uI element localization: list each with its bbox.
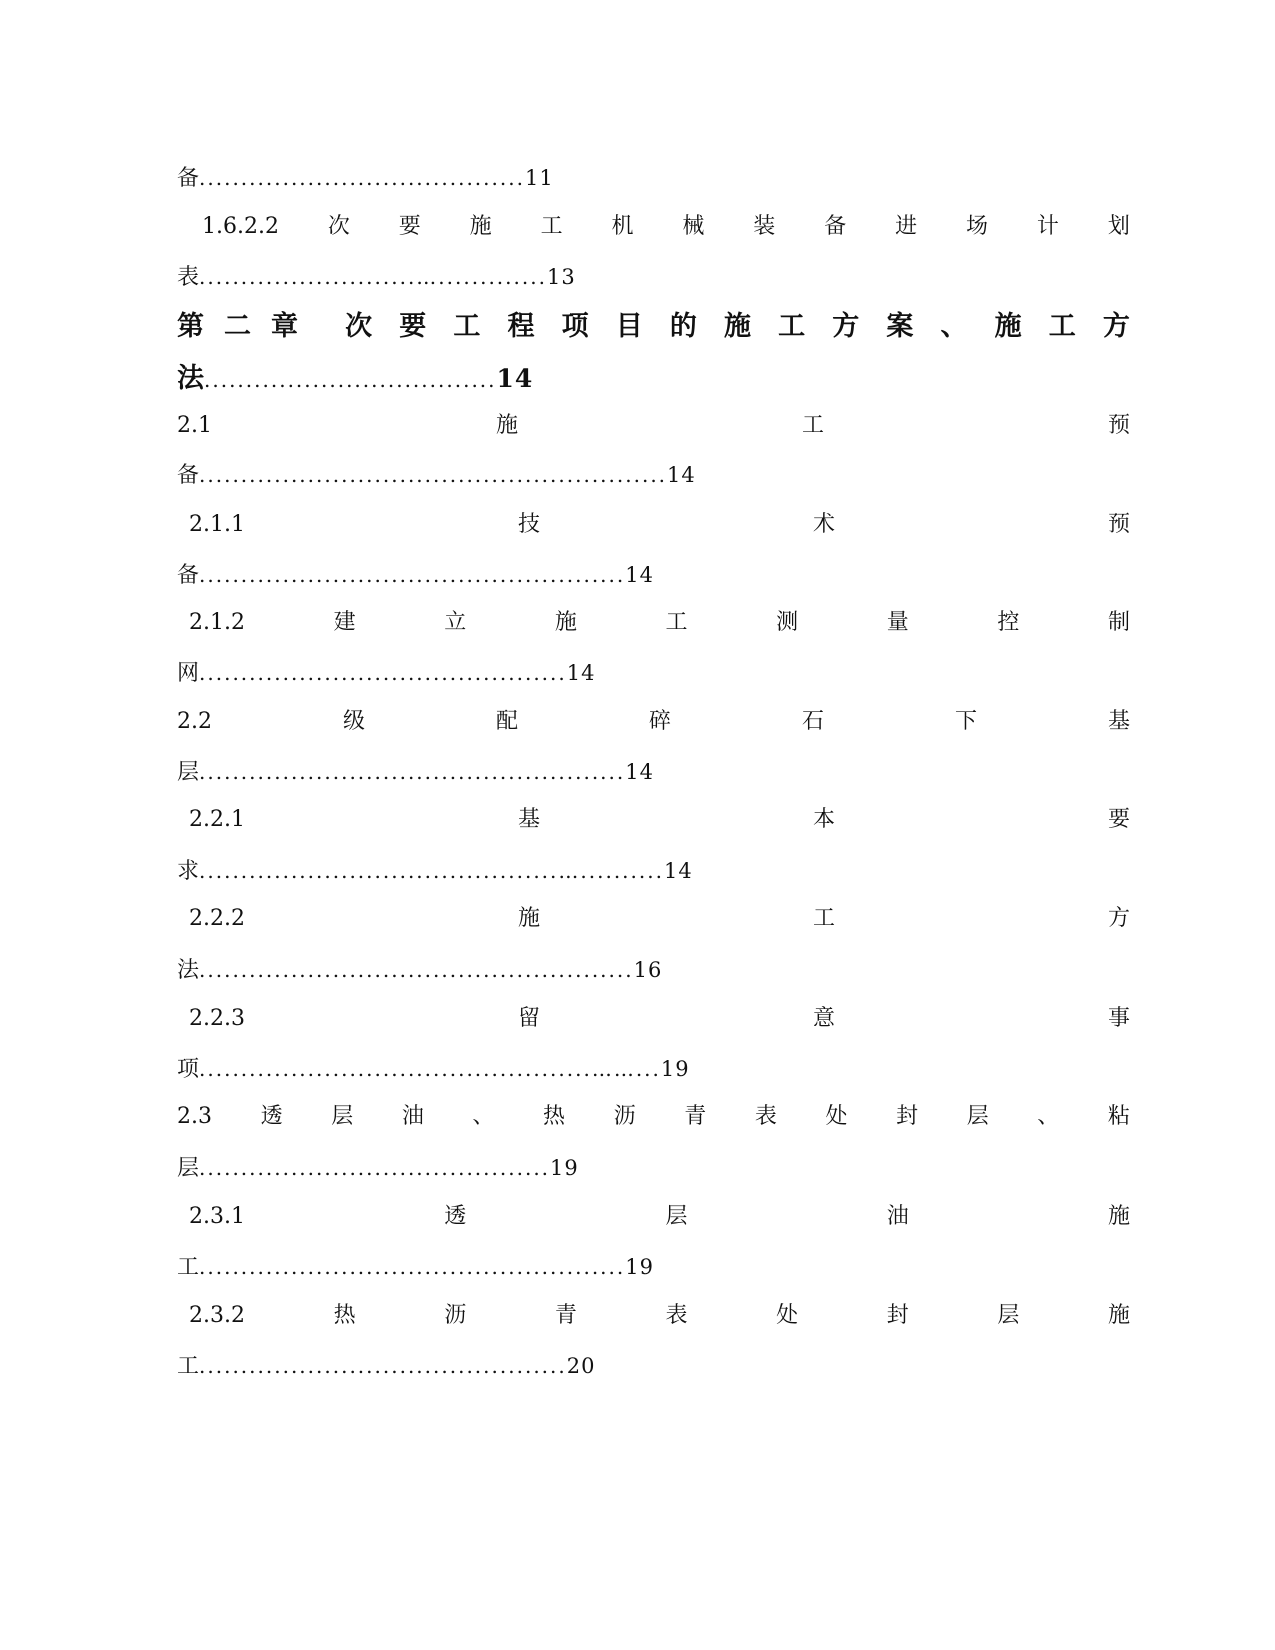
toc-heading-char: 基 (1107, 709, 1130, 734)
toc-section-number: 2.2.3 (189, 1006, 245, 1031)
toc-heading-char: 处 (825, 1104, 848, 1129)
toc-heading-char: 青 (684, 1104, 707, 1129)
toc-heading-char: 工 (801, 413, 824, 438)
toc-heading-char: 施 (1107, 1303, 1130, 1328)
toc-section-number: 2.2 (177, 709, 212, 734)
toc-heading-char: 热 (543, 1104, 566, 1129)
toc-heading-char: 预 (1107, 512, 1130, 537)
toc-entry-heading[interactable] (177, 999, 1130, 1039)
toc-entry-tail-text: 工 (177, 1354, 200, 1379)
toc-heading-char: 封 (896, 1104, 919, 1129)
toc-page-number: 19 (625, 1255, 654, 1279)
toc-entry-tail-text: 层 (177, 760, 200, 785)
toc-heading-char: 施 (1107, 1204, 1130, 1229)
toc-entry-continuation[interactable] (177, 555, 1130, 595)
toc-heading-char: 案 (886, 311, 914, 342)
toc-heading-char: 量 (886, 610, 909, 635)
toc-leader-dots: ................................................... (199, 760, 626, 784)
toc-leader-dots: ...........................................….......... (199, 859, 664, 883)
toc-heading-char: 、 (940, 311, 968, 342)
toc-heading-char: 层 (966, 1104, 989, 1129)
toc-chapter-continuation[interactable] (177, 357, 1130, 401)
toc-heading-char: 施 (517, 906, 540, 931)
toc-entry-tail-text: 法 (177, 958, 200, 983)
toc-entry-heading[interactable] (177, 505, 1130, 545)
toc-heading-char: 封 (886, 1303, 909, 1328)
toc-heading-char: 立 (444, 610, 467, 635)
toc-leader-dots: ........................................................ (199, 463, 668, 487)
toc-heading-char: 预 (1107, 413, 1130, 438)
toc-entry-tail-text: 项 (177, 1057, 200, 1082)
toc-entry-tail-text: 网 (177, 661, 200, 686)
toc-heading-char: 的 (669, 311, 697, 342)
toc-page-number: 14 (667, 463, 696, 487)
toc-heading-char: 要 (399, 311, 427, 342)
toc-entry-continuation[interactable] (177, 1346, 1130, 1386)
toc-entry-continuation[interactable] (177, 752, 1130, 792)
toc-heading-char: 配 (495, 709, 518, 734)
toc-entry-continuation[interactable] (177, 1148, 1130, 1188)
toc-leader-dots: ................................................... (199, 1255, 626, 1279)
toc-leader-dots: ............................................ (199, 1354, 567, 1378)
toc-heading-char: 机 (611, 214, 634, 239)
toc-section-number: 2.1.1 (189, 512, 245, 537)
toc-page-number: 16 (633, 958, 663, 982)
toc-entry-continuation[interactable] (177, 257, 1130, 297)
toc-heading-char: 粘 (1107, 1104, 1130, 1129)
toc-heading-char: 工 (665, 610, 688, 635)
toc-page-number: 13 (546, 265, 576, 289)
toc-section-number: 2.2.1 (189, 807, 245, 832)
toc-heading-char: 械 (682, 214, 705, 239)
toc-heading-char: 留 (517, 1006, 540, 1031)
toc-heading-char: 石 (801, 709, 824, 734)
toc-heading-char: 备 (824, 214, 847, 239)
toc-entry-heading[interactable] (177, 800, 1130, 840)
toc-entry-tail-text: 表 (177, 265, 200, 290)
toc-page-number: 14 (566, 661, 596, 685)
toc-heading-char: 沥 (444, 1303, 467, 1328)
toc-leader-dots: ....................................... (199, 166, 525, 190)
toc-entry-tail-text: 备 (177, 563, 200, 588)
toc-page-number: 11 (524, 166, 554, 190)
toc-entry-continuation[interactable] (177, 455, 1130, 495)
toc-heading-char: 计 (1036, 214, 1059, 239)
toc-entry-heading[interactable] (177, 1296, 1130, 1336)
toc-heading-char: 程 (507, 311, 535, 342)
toc-heading-char: 基 (517, 807, 540, 832)
toc-heading-char: 制 (1107, 610, 1130, 635)
toc-heading-char: 施 (469, 214, 492, 239)
toc-heading-char: 油 (886, 1204, 909, 1229)
toc-heading-char: 工 (453, 311, 481, 342)
toc-heading-char: 青 (554, 1303, 577, 1328)
toc-entry-continuation[interactable] (177, 1247, 1130, 1287)
toc-entry-heading[interactable] (177, 406, 1130, 446)
toc-heading-char: 测 (776, 610, 799, 635)
toc-heading-char: 次 (327, 214, 350, 239)
toc-heading-char: 方 (1102, 311, 1130, 342)
toc-section-number: 2.3.2 (189, 1303, 245, 1328)
toc-entry-heading[interactable] (177, 207, 1130, 247)
toc-heading-char: 意 (812, 1006, 835, 1031)
toc-heading-char: 下 (954, 709, 977, 734)
toc-heading-char: 装 (753, 214, 776, 239)
toc-entry-tail-text: 求 (177, 859, 200, 884)
toc-heading-char: 工 (812, 906, 835, 931)
toc-page-number: 19 (550, 1156, 579, 1180)
toc-heading-char: 目 (615, 311, 643, 342)
toc-heading-char: 表 (665, 1303, 688, 1328)
toc-page-number: 14 (625, 760, 654, 784)
toc-heading-char: 次 (345, 311, 373, 342)
toc-chapter-heading[interactable] (177, 305, 1130, 349)
toc-heading-char: 、 (1037, 1104, 1060, 1129)
toc-entry-continuation[interactable] (177, 1049, 1130, 1089)
toc-heading-char: 施 (495, 413, 518, 438)
toc-heading-char: 控 (997, 610, 1020, 635)
toc-leader-dots: ................................................... (199, 563, 626, 587)
toc-heading-char: 建 (333, 610, 356, 635)
toc-heading-char: 层 (665, 1204, 688, 1229)
toc-heading-char: 要 (398, 214, 421, 239)
toc-heading-char: 方 (1107, 906, 1130, 931)
toc-heading-char: 油 (401, 1104, 424, 1129)
toc-heading-char: 项 (561, 311, 589, 342)
toc-section-number: 2.1.2 (189, 610, 245, 635)
toc-page-number: 14 (663, 859, 693, 883)
toc-page-number: 14 (496, 364, 534, 393)
toc-heading-char: 表 (754, 1104, 777, 1129)
toc-chapter-label: 第二章 (177, 311, 318, 342)
toc-heading-char: 方 (832, 311, 860, 342)
toc-heading-char: 划 (1107, 214, 1130, 239)
toc-heading-char: 处 (776, 1303, 799, 1328)
toc-entry-tail-text: 层 (177, 1156, 200, 1181)
toc-heading-char: 场 (966, 214, 989, 239)
toc-leader-dots: ..........................…............. (199, 265, 547, 289)
toc-heading-char: 事 (1107, 1006, 1130, 1031)
toc-heading-char: 施 (554, 610, 577, 635)
toc-section-number: 2.3 (177, 1104, 212, 1129)
toc-entry-heading[interactable] (177, 702, 1130, 742)
toc-heading-char: 工 (778, 311, 806, 342)
toc-leader-dots: .......................................... (199, 1156, 551, 1180)
toc-entry-tail-text: 法 (177, 363, 204, 394)
toc-heading-char: 沥 (613, 1104, 636, 1129)
toc-entry-heading[interactable] (177, 603, 1130, 643)
toc-entry-heading[interactable] (177, 899, 1130, 939)
toc-page-number: 19 (660, 1057, 690, 1081)
toc-heading-char: 透 (444, 1204, 467, 1229)
toc-heading-char: 术 (812, 512, 835, 537)
toc-entry-tail-text: 备 (177, 166, 200, 191)
toc-heading-char: 进 (895, 214, 918, 239)
toc-heading-char: 热 (333, 1303, 356, 1328)
toc-page-number: 20 (566, 1354, 596, 1378)
toc-heading-char: 层 (331, 1104, 354, 1129)
toc-entry-continuation[interactable] (177, 950, 1130, 990)
toc-heading-char: 要 (1107, 807, 1130, 832)
toc-section-number: 2.2.2 (189, 906, 245, 931)
toc-entry-tail-text: 备 (177, 463, 200, 488)
toc-heading-char: 级 (342, 709, 365, 734)
toc-entry-heading[interactable] (177, 1197, 1130, 1237)
toc-leader-dots: ................................... (204, 368, 497, 392)
toc-heading-char: 碎 (648, 709, 671, 734)
toc-leader-dots: .................................................... (199, 958, 634, 982)
toc-entry-continuation[interactable] (177, 653, 1130, 693)
toc-heading-char: 透 (260, 1104, 283, 1129)
toc-heading-char: 技 (517, 512, 540, 537)
toc-heading-char: 层 (997, 1303, 1020, 1328)
toc-entry-tail-text: 工 (177, 1255, 200, 1280)
toc-heading-char: 工 (1048, 311, 1076, 342)
toc-leader-dots: ............................................ (199, 661, 567, 685)
toc-heading-char: 施 (724, 311, 751, 342)
toc-entry-heading[interactable] (177, 1097, 1130, 1137)
toc-heading-char: 本 (812, 807, 835, 832)
toc-section-number: 2.3.1 (189, 1204, 245, 1229)
toc-heading-char: 工 (540, 214, 563, 239)
toc-section-number: 2.1 (177, 413, 212, 438)
toc-entry-continuation[interactable] (177, 158, 1130, 198)
toc-section-number: 1.6.2.2 (202, 214, 279, 239)
toc-entry-continuation[interactable] (177, 851, 1130, 891)
toc-heading-char: 施 (994, 311, 1022, 342)
toc-heading-char: 、 (472, 1104, 495, 1129)
toc-leader-dots: ...............................................……... (199, 1057, 661, 1081)
toc-page-number: 14 (625, 563, 654, 587)
